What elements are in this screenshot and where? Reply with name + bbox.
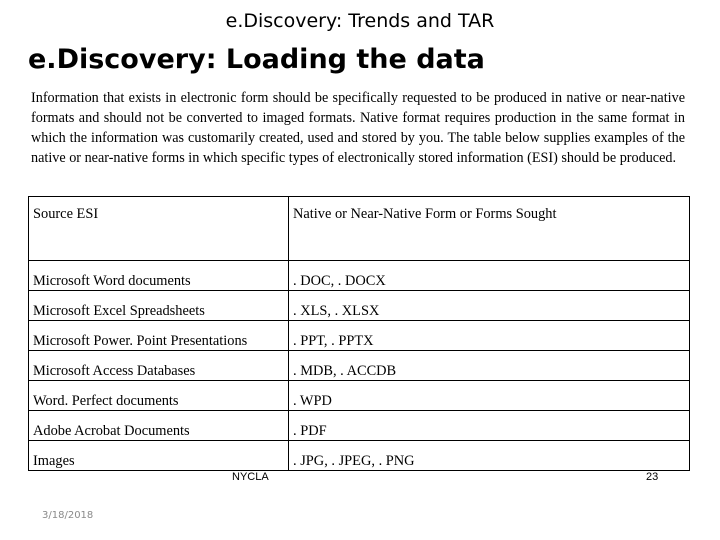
table-row <box>29 411 690 441</box>
table-cell-source: Word. Perfect documents <box>29 381 289 411</box>
table-row <box>29 381 690 411</box>
table-cell-format: . MDB, . ACCDB <box>289 351 690 381</box>
esi-formats-table <box>28 196 690 471</box>
table-cell-format: . PDF <box>289 411 690 441</box>
table-row <box>29 351 690 381</box>
table-cell-source: Images <box>29 441 289 471</box>
table-header-row <box>29 197 690 261</box>
slide-number: 23 <box>646 471 659 483</box>
table-cell-source: Adobe Acrobat Documents <box>29 411 289 441</box>
table-cell-format: . PPT, . PPTX <box>289 321 690 351</box>
table-row <box>29 321 690 351</box>
table-row <box>29 291 690 321</box>
table-cell-source: Microsoft Word documents <box>29 261 289 291</box>
table-cell-source: Microsoft Access Databases <box>29 351 289 381</box>
slide-title: e.Discovery: Loading the data <box>28 44 485 75</box>
intro-paragraph: Information that exists in electronic form should be specifically requested to be produced in native or near-native formats and should not be converted to imaged formats. Native format requires production in the same format in which the information was customarily created, used and stored by you. The table below supplies examples of the native or near-native forms in which specific types of electronically stored information (ESI) should be produced. <box>31 90 685 166</box>
table-row <box>29 261 690 291</box>
table-cell-source: Microsoft Power. Point Presentations <box>29 321 289 351</box>
table-header-source-esi: Source ESI <box>29 197 289 261</box>
table-header-native-form: Native or Near-Native Form or Forms Sought <box>289 197 690 261</box>
table-cell-format: . XLS, . XLSX <box>289 291 690 321</box>
table-cell-format: . WPD <box>289 381 690 411</box>
table-cell-format: . JPG, . JPEG, . PNG <box>289 441 690 471</box>
slide-header: e.Discovery: Trends and TAR <box>225 10 495 32</box>
footer-date: 3/18/2018 <box>42 510 94 521</box>
table-cell-source: Microsoft Excel Spreadsheets <box>29 291 289 321</box>
table-cell-format: . DOC, . DOCX <box>289 261 690 291</box>
footer-organization: NYCLA <box>232 471 269 483</box>
table-row <box>29 441 690 471</box>
